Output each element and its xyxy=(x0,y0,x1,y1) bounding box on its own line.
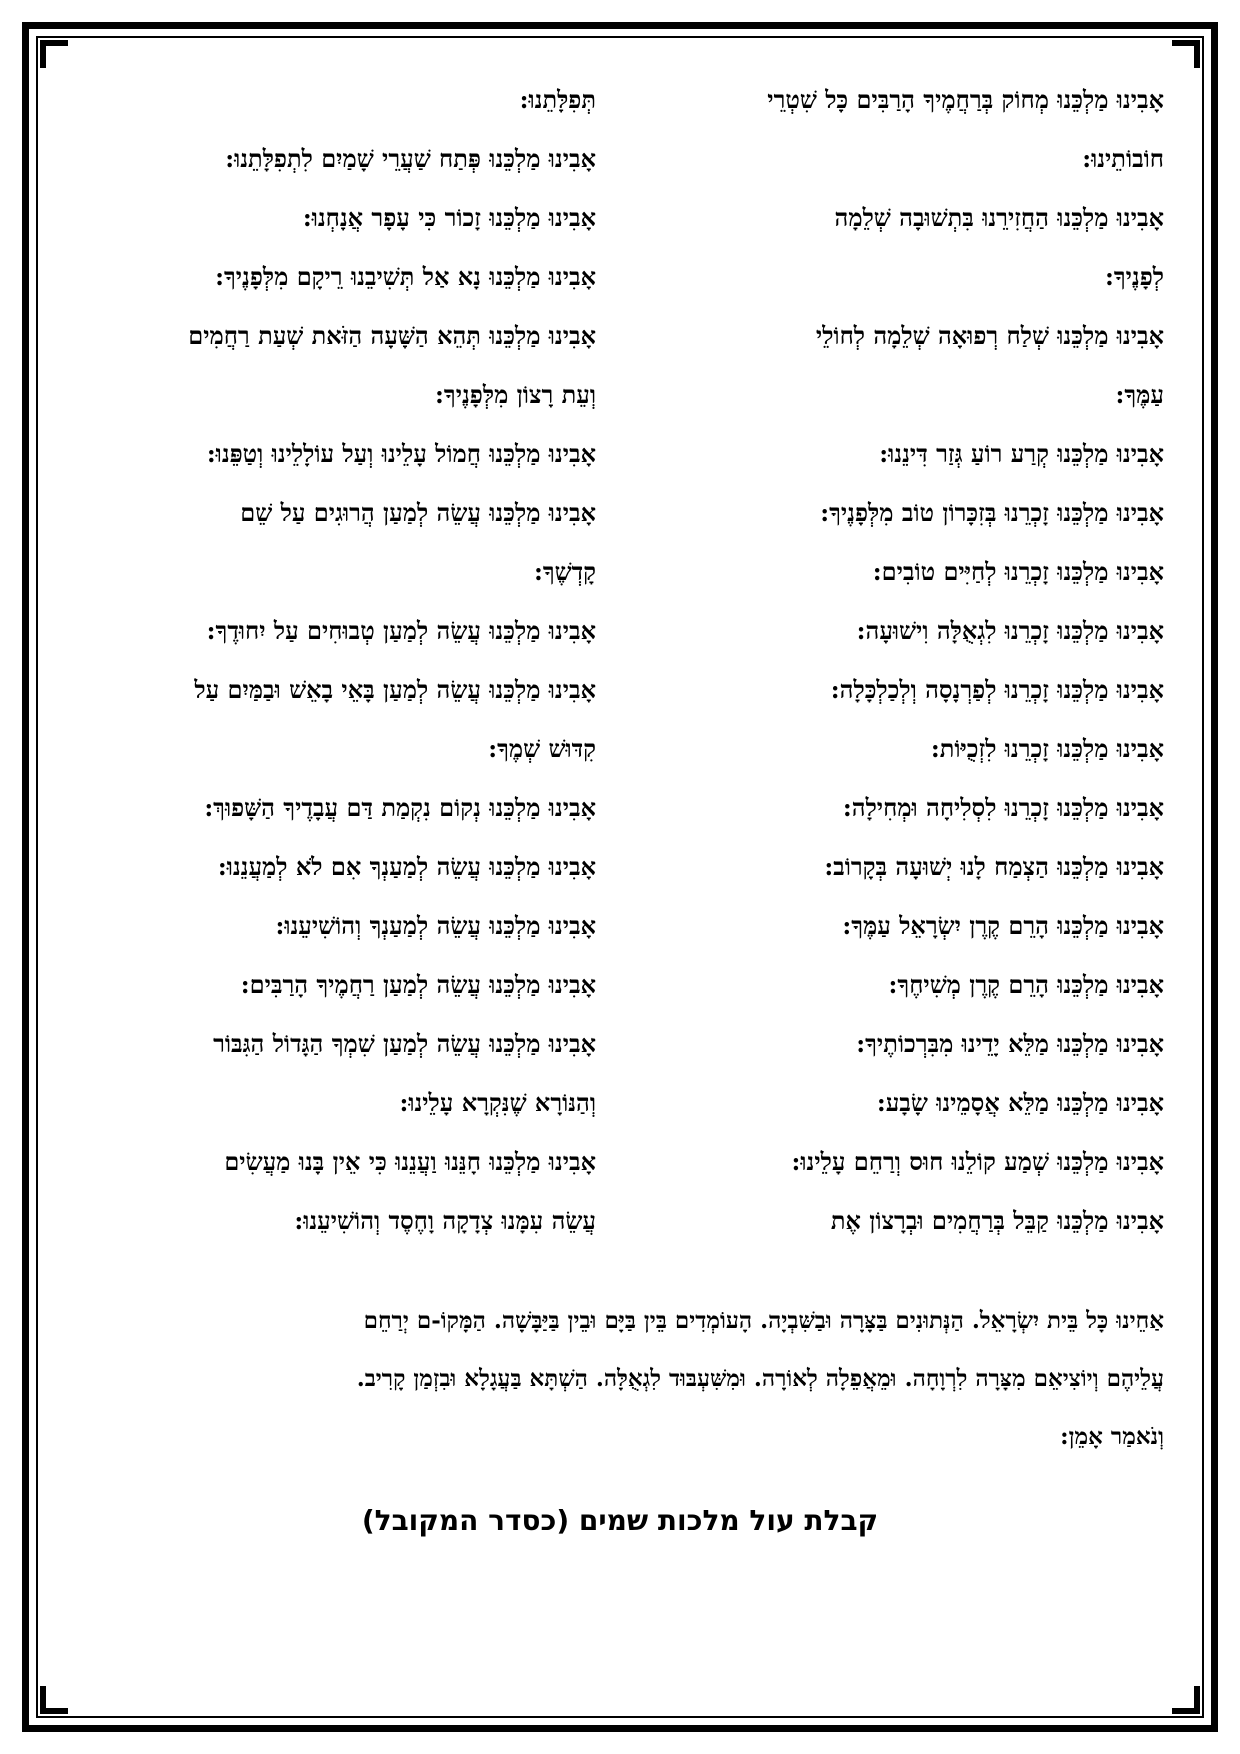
prayer-line: אָבִינוּ מַלְכֵּנוּ נְקוֹם נִקְמַת דַּם עֲבָדֶיךָ הַשָּׁפוּךְ: xyxy=(204,793,596,822)
prayer-line: אָבִינוּ מַלְכֵּנוּ עֲשֵׂה לְמַעַן רַחֲמֶיךָ הָרַבִּים: xyxy=(240,970,596,999)
prayer-line: אָבִינוּ מַלְכֵּנוּ עֲשֵׂה לְמַעַן טְבוּחִים עַל יִחוּדֶךָ: xyxy=(206,616,596,645)
prayer-line: אָבִינוּ מַלְכֵּנוּ תְּהֵא הַשָּׁעָה הַזֹּאת שְׁעַת רַחֲמִים xyxy=(188,321,596,350)
prayer-line: אָבִינוּ מַלְכֵּנוּ מְחוֹק בְּרַחֲמֶיךָ הָרַבִּים כָּל שִׁטְרֵי xyxy=(767,85,1164,114)
closing-paragraph xyxy=(70,1292,1170,1466)
prayer-line: עֲשֵׂה עִמָּנוּ צְדָקָה וָחֶסֶד וְהוֹשִׁיעֵנוּ: xyxy=(294,1206,596,1235)
prayer-line: אָבִינוּ מַלְכֵּנוּ חֲמוֹל עָלֵינוּ וְעַל עוֹלָלֵינוּ וְטַפֵּנוּ: xyxy=(206,439,596,468)
corner-ornament-top-right xyxy=(1172,40,1200,68)
paragraph-line: עֲלֵיהֶם וְיוֹצִיאֵם מִצָּרָה לִרְוָחָה. וּמֵאֲפֵלָה לְאוֹרָה. וּמִשִּׁעְבּוּד לִגְאֻלָּה. הַשְׁתָּא בַּעֲגָלָא וּבִזְמַן קָרִיב. xyxy=(356,1365,1164,1392)
corner-ornament-bottom-right xyxy=(1172,1686,1200,1714)
prayer-line: אָבִינוּ מַלְכֵּנוּ הָרֵם קֶרֶן מְשִׁיחֶךָ: xyxy=(888,970,1164,999)
corner-ornament-bottom-left xyxy=(40,1686,68,1714)
prayer-line: אָבִינוּ מַלְכֵּנוּ קַבֵּל בְּרַחֲמִים וּבְרָצוֹן אֶת xyxy=(830,1206,1164,1235)
corner-ornament-top-left xyxy=(40,40,68,68)
paragraph-line: אַחֵינוּ כָּל בֵּית יִשְׂרָאֵל. הַנְּתוּנִים בַּצָּרָה וּבַשִּׁבְיָה. הָעוֹמְדִים בֵּין בַּיָּם וּבֵין בַּיַּבָּשָׁה. הַמָּקוֹ-ם יְרַחֵם xyxy=(363,1307,1164,1334)
prayer-line: אָבִינוּ מַלְכֵּנוּ מַלֵּא יָדֵינוּ מִבִּרְכוֹתֶיךָ: xyxy=(856,1029,1164,1058)
prayer-line: אָבִינוּ מַלְכֵּנוּ זָכְרֵנוּ לְפַרְנָסָה וְלְכַלְכָּלָה: xyxy=(830,675,1164,704)
prayer-line: אָבִינוּ מַלְכֵּנוּ זָכְרֵנוּ לִגְאֻלָּה וִישׁוּעָה: xyxy=(856,616,1164,645)
prayer-line: אָבִינוּ מַלְכֵּנוּ זָכְרֵנוּ לִסְלִיחָה וּמְחִילָה: xyxy=(842,793,1164,822)
prayer-line: אָבִינוּ מַלְכֵּנוּ פְּתַח שַׁעֲרֵי שָׁמַיִם לִתְפִלָּתֵנוּ: xyxy=(225,144,596,173)
left-column xyxy=(70,70,596,1250)
prayer-line: עַמֶּךָ: xyxy=(1115,380,1164,409)
prayer-line: לְפָנֶיךָ: xyxy=(1104,262,1164,291)
prayer-line: אָבִינוּ מַלְכֵּנוּ חָנֵּנוּ וַעֲנֵנוּ כִּי אֵין בָּנוּ מַעֲשִׂים xyxy=(224,1147,596,1176)
prayer-line: אָבִינוּ מַלְכֵּנוּ שְׁלַח רְפוּאָה שְׁלֵמָה לְחוֹלֵי xyxy=(815,321,1164,350)
prayer-line: אָבִינוּ מַלְכֵּנוּ הַחֲזִירֵנוּ בִּתְשׁוּבָה שְׁלֵמָה xyxy=(834,203,1164,232)
prayer-line: קָדְשֶׁךָ: xyxy=(533,557,596,586)
prayer-line: וְעֵת רָצוֹן מִלְּפָנֶיךָ: xyxy=(435,380,596,409)
prayer-line: אָבִינוּ מַלְכֵּנוּ שְׁמַע קוֹלֵנוּ חוּס וְרַחֵם עָלֵינוּ: xyxy=(791,1147,1164,1176)
paragraph-line: וְנֹאמַר אָמֵן: xyxy=(1060,1423,1164,1450)
prayer-columns xyxy=(70,70,1170,1250)
prayer-line: וְהַנּוֹרָא שֶׁנִּקְרָא עָלֵינוּ: xyxy=(399,1088,596,1117)
prayer-line: אָבִינוּ מַלְכֵּנוּ זָכְרֵנוּ לְחַיִּים טוֹבִים: xyxy=(872,557,1164,586)
right-column xyxy=(644,70,1170,1250)
prayer-line: אָבִינוּ מַלְכֵּנוּ מַלֵּא אֲסָמֵינוּ שָׂבָע: xyxy=(876,1088,1164,1117)
prayer-line: אָבִינוּ מַלְכֵּנוּ זָכוֹר כִּי עָפָר אֲנָחְנוּ: xyxy=(302,203,596,232)
prayer-line: קִדּוּשׁ שְׁמֶךָ: xyxy=(488,734,596,763)
prayer-line: אָבִינוּ מַלְכֵּנוּ הָרֵם קֶרֶן יִשְׂרָאֵל עַמֶּךָ: xyxy=(842,911,1164,940)
prayer-line: אָבִינוּ מַלְכֵּנוּ עֲשֵׂה לְמַעַן שִׁמְךָ הַגָּדוֹל הַגִּבּוֹר xyxy=(213,1029,596,1058)
prayer-line: אָבִינוּ מַלְכֵּנוּ קְרַע רוֹעַ גְּזַר דִּינֵנוּ: xyxy=(879,439,1164,468)
prayer-line: אָבִינוּ מַלְכֵּנוּ זָכְרֵנוּ בְּזִכָּרוֹן טוֹב מִלְּפָנֶיךָ: xyxy=(820,498,1164,527)
prayer-line: אָבִינוּ מַלְכֵּנוּ עֲשֵׂה לְמַעַנְךָ אִם לֹא לְמַעֲנֵנוּ: xyxy=(217,852,596,881)
prayer-line: אָבִינוּ מַלְכֵּנוּ הַצְמַח לָנוּ יְשׁוּעָה בְּקָרוֹב: xyxy=(824,852,1164,881)
prayer-line: חוֹבוֹתֵינוּ: xyxy=(1082,144,1164,173)
prayer-line: אָבִינוּ מַלְכֵּנוּ זָכְרֵנוּ לִזְכֻיּוֹת: xyxy=(930,734,1164,763)
section-title: קבלת עול מלכות שמים (כסדר המקובל) xyxy=(361,1504,879,1537)
prayer-line: תְּפִלָּתֵנוּ: xyxy=(519,85,596,114)
prayer-line: אָבִינוּ מַלְכֵּנוּ נָא אַל תְּשִׁיבֵנוּ רֵיקָם מִלְּפָנֶיךָ: xyxy=(215,262,596,291)
prayer-line: אָבִינוּ מַלְכֵּנוּ עֲשֵׂה לְמַעַנְךָ וְהוֹשִׁיעֵנוּ: xyxy=(275,911,596,940)
prayer-line: אָבִינוּ מַלְכֵּנוּ עֲשֵׂה לְמַעַן בָּאֵי בָאֵשׁ וּבַמַּיִם עַל xyxy=(194,675,596,704)
page-content xyxy=(70,70,1170,1537)
prayer-line: אָבִינוּ מַלְכֵּנוּ עֲשֵׂה לְמַעַן הֲרוּגִים עַל שֵׁם xyxy=(240,498,596,527)
